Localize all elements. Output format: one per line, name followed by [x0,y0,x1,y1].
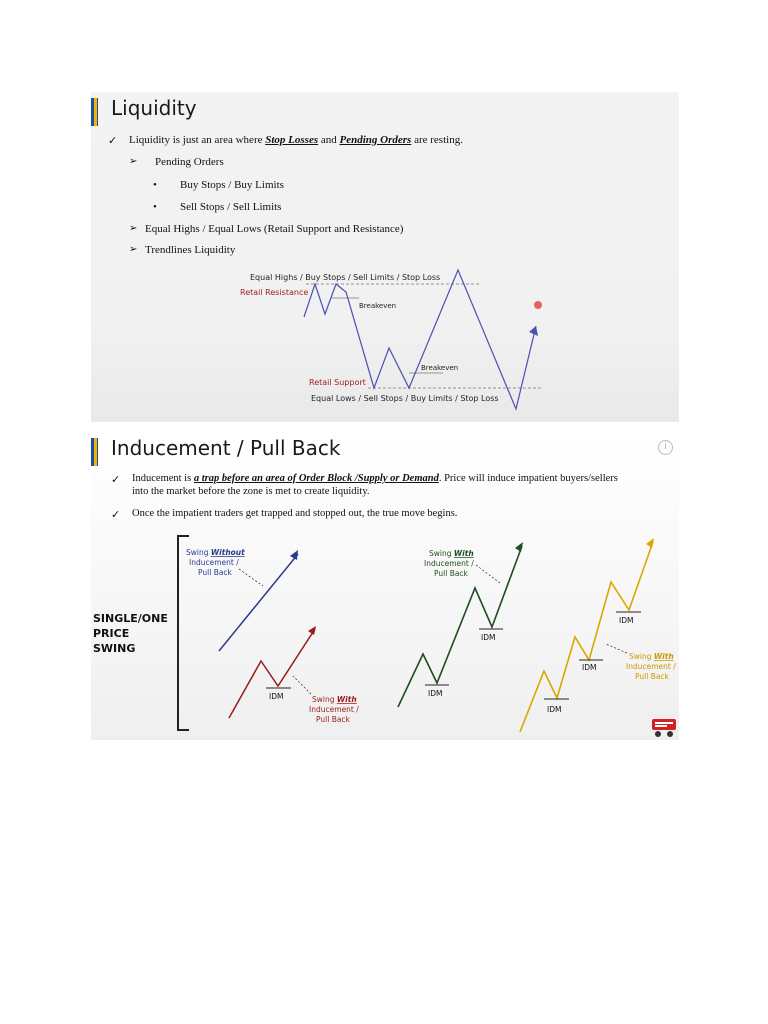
slide-title: Inducement / Pull Back [111,436,341,460]
label-line: SINGLE/ONE [93,612,168,625]
text-fragment: Liquidity is just an area where [129,134,266,146]
idm-label: IDM [428,689,443,698]
text-fragment: and [318,134,340,146]
breakeven-label: Breakeven [421,364,459,372]
dot-bullet-icon: • [153,179,157,191]
swing-without-label: Swing Without [186,548,245,557]
liquidity-diagram [91,92,679,422]
swing-with-red-label: Swing With [312,695,357,704]
stop-losses-emphasis: Stop Losses [265,134,319,146]
idm-label: IDM [619,616,634,625]
subscribe-logo-icon[interactable] [651,716,677,738]
swing-with-gold-label-line: Pull Back [635,672,669,681]
label-line: PRICE SWING [93,627,136,655]
swing-without-label-line: Inducement / [189,558,239,567]
check-icon: ✓ [111,509,121,521]
swing-with-red-label-line: Pull Back [316,715,350,724]
inducement-slide [91,432,679,740]
check-icon: ✓ [108,135,118,147]
equal-highs-label: Equal Highs / Buy Stops / Sell Limits / Stop Loss [250,273,441,282]
trendlines-item: Trendlines Liquidity [145,244,236,256]
swing-with-green-label: Swing With [429,549,474,558]
trap-emphasis: a trap before an area of Order Block /Supply or Demand [193,473,439,484]
retail-resistance-label: Retail Resistance [240,288,309,297]
text-fragment: Inducement is [132,473,194,484]
equal-highs-lows-item: Equal Highs / Equal Lows (Retail Support and Resistance) [145,223,404,235]
idm-label: IDM [547,705,562,714]
swing-with-green-label-line: Pull Back [434,569,468,578]
text-fragment: are resting. [411,134,463,146]
swing-with-red-label-line: Inducement / [309,705,359,714]
info-icon[interactable]: i [658,440,673,455]
breakeven-label: Breakeven [359,302,397,310]
true-move-text: Once the impatient traders get trapped and stopped out, the true move begins. [132,508,458,519]
arrow-bullet-icon: ➢ [129,156,138,167]
text-fragment: . Price will induce impatient buyers/sellers [438,473,618,484]
liquidity-slide [91,92,679,422]
inducement-diagram [91,432,679,740]
arrow-head-icon [308,626,316,635]
bracket [178,536,189,730]
retail-support-label: Retail Support [309,378,366,387]
buy-stops-item: Buy Stops / Buy Limits [180,179,284,191]
swing-without-label-line: Pull Back [198,568,232,577]
arrow-bullet-icon: ➢ [129,223,138,234]
swing-with-red-line [229,629,315,718]
cursor-dot-icon [534,301,542,309]
idm-label: IDM [582,663,597,672]
swing-with-gold-label: Swing With [629,652,674,661]
inducement-definition-cont: into the market before the zone is met to create liquidity. [132,486,370,497]
check-icon: ✓ [111,474,121,486]
swing-with-gold-label-line: Inducement / [626,662,676,671]
arrow-bullet-icon: ➢ [129,244,138,255]
idm-label: IDM [269,692,284,701]
dot-bullet-icon: • [153,201,157,213]
equal-lows-label: Equal Lows / Sell Stops / Buy Limits / Stop Loss [311,394,499,403]
idm-label: IDM [481,633,496,642]
slide-title: Liquidity [111,96,197,120]
swing-with-gold-line [520,542,653,732]
arrow-head-icon [515,542,523,552]
pending-orders-emphasis: Pending Orders [339,134,412,146]
swing-with-green-label-line: Inducement / [424,559,474,568]
pending-orders-item: Pending Orders [155,156,224,168]
sell-stops-item: Sell Stops / Sell Limits [180,201,282,213]
arrow-head-icon [646,538,654,548]
